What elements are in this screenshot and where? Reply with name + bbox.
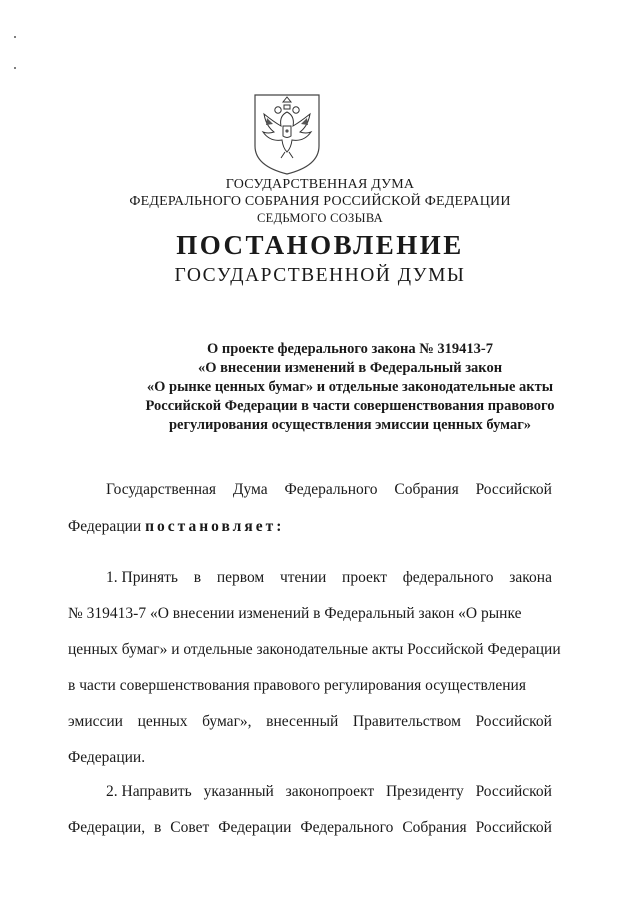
intro-line xyxy=(68,518,552,536)
word: чтении xyxy=(279,569,327,586)
word: Государственная xyxy=(106,481,217,498)
word: Российской xyxy=(475,783,552,800)
word: Федерального xyxy=(284,481,378,498)
document-subtitle: ГОСУДАРСТВЕННОЙ ДУМЫ xyxy=(174,265,466,286)
word: Российской xyxy=(475,713,552,730)
paragraph-line: ценных бумаг» и отдельные законодательные акты Российской Федерации xyxy=(68,641,561,658)
paragraph-line: в части совершенствования правового регулирования осуществления xyxy=(68,677,526,694)
paragraph-line xyxy=(68,819,552,837)
word: эмиссии xyxy=(68,713,123,730)
word: бумаг», xyxy=(202,713,252,730)
paragraph-line xyxy=(68,569,552,587)
word: 1. Принять xyxy=(106,569,179,586)
word: в xyxy=(154,819,162,836)
word: ценных xyxy=(137,713,188,730)
subject-line: «О рынке ценных бумаг» и отдельные законодательные акты xyxy=(146,379,554,395)
paragraph-line xyxy=(68,713,552,731)
word: в xyxy=(193,569,202,586)
subject-line: «О внесении изменений в Федеральный закон xyxy=(197,360,503,376)
word: Федерального xyxy=(300,819,394,836)
subject-line: регулирования осуществления эмиссии ценных бумаг» xyxy=(168,417,532,433)
intro-line xyxy=(68,481,552,499)
word: Федерации, xyxy=(68,819,146,836)
paragraph-line: Федерации. xyxy=(68,749,146,766)
word: Российской xyxy=(475,481,552,498)
word: Президенту xyxy=(385,783,464,800)
resolution-subject xyxy=(60,340,640,435)
scan-speck xyxy=(14,36,16,38)
word: первом xyxy=(216,569,265,586)
russian-coat-of-arms-icon xyxy=(252,92,322,176)
word: Собрания xyxy=(394,481,459,498)
word: Федерации xyxy=(218,819,292,836)
assembly-name: ФЕДЕРАЛЬНОГО СОБРАНИЯ РОССИЙСКОЙ ФЕДЕРАЦИИ xyxy=(129,194,511,209)
institution-name: ГОСУДАРСТВЕННАЯ ДУМА xyxy=(225,177,415,192)
word: проект xyxy=(342,569,387,586)
word: Собрания xyxy=(402,819,467,836)
document-title: ПОСТАНОВЛЕНИЕ xyxy=(176,230,464,260)
word: Федерации xyxy=(68,518,142,535)
subject-line: Российской Федерации в части совершенствования правового xyxy=(145,398,555,414)
word: Совет xyxy=(170,819,210,836)
paragraph-line: № 319413-7 «О внесении изменений в Федеральный закон «О рынке xyxy=(68,605,522,622)
resolves-keyword: постановляет: xyxy=(145,518,285,535)
word: указанный xyxy=(203,783,274,800)
word: Российской xyxy=(475,819,552,836)
scan-speck xyxy=(14,67,16,69)
word: внесенный xyxy=(266,713,339,730)
word: Дума xyxy=(232,481,268,498)
word: законопроект xyxy=(285,783,375,800)
word: федерального xyxy=(402,569,494,586)
convocation: СЕДЬМОГО СОЗЫВА xyxy=(257,211,383,225)
word: закона xyxy=(509,569,552,586)
word: Правительством xyxy=(352,713,461,730)
word: 2. Направить xyxy=(106,783,192,800)
paragraph-line xyxy=(68,783,552,801)
subject-line: О проекте федерального закона № 319413-7 xyxy=(206,341,494,357)
